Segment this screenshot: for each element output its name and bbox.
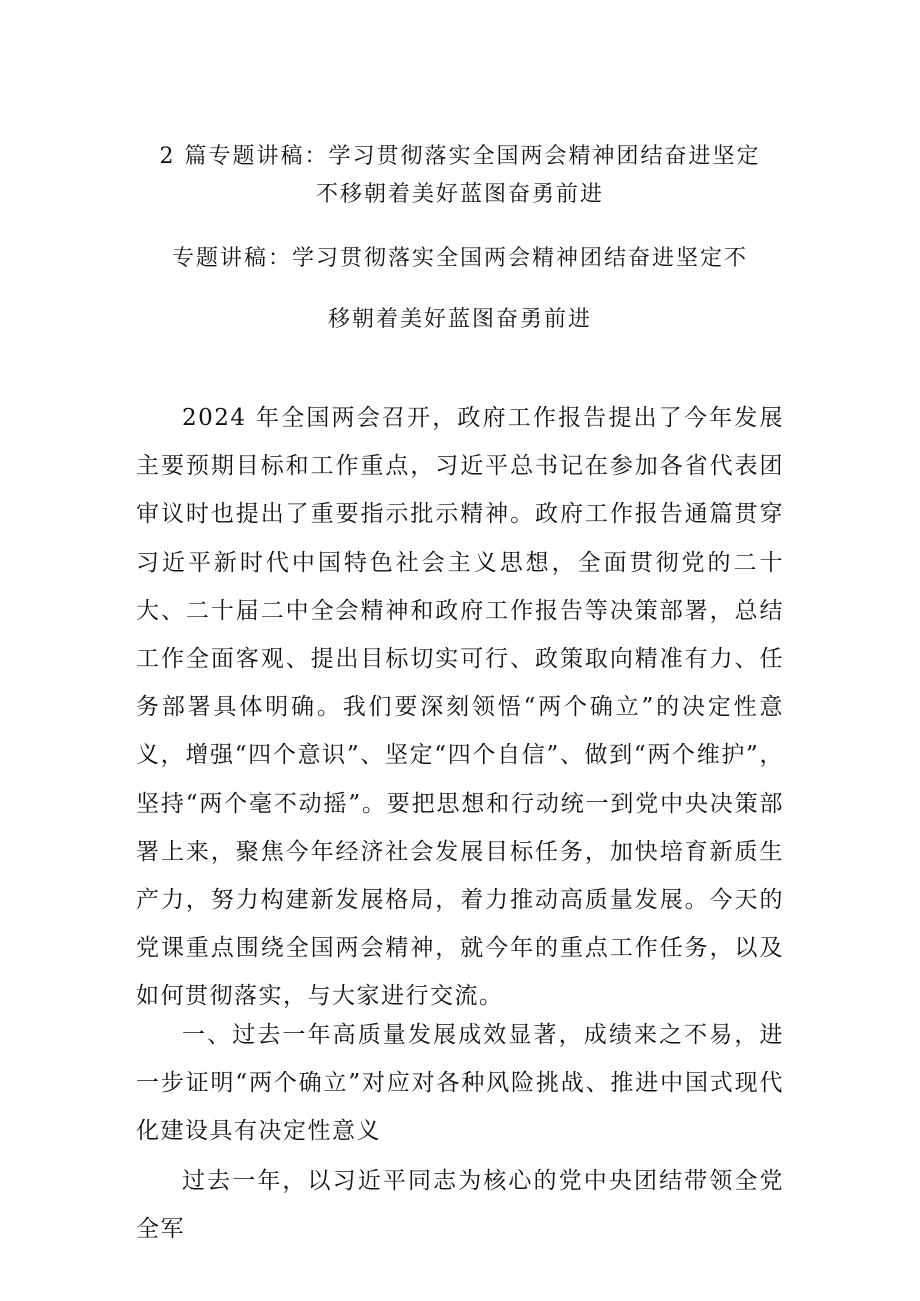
title-line-4: 移朝着美好蓝图奋勇前进 (327, 307, 592, 332)
title-line-2: 不移朝着美好蓝图奋勇前进 (315, 182, 604, 207)
paragraph-section-1: 过去一年，以习近平同志为核心的党中央团结带领全党全军 (136, 1168, 784, 1242)
paragraph-intro: 2024 年全国两会召开，政府工作报告提出了今年发展主要预期目标和工作重点，习近平总书记在参加各省代表团审议时也提出了重要指示批示精神。政府工作报告通篇贯穿习近平新时代中国特色社会主义思想，全面贯彻党的二十大、二十届二中全会精神和政府工作报告等决策部署，总结工作全面客观、提出目标切实可行、政策取向精准有力、任务部署具体明确。我们要深刻领悟“两个确立”的决定性意义，增强“四个意识”、坚定“四个自信”、做到“两个维护”，坚持“两个毫不动摇”。要把思想和行动统一到党中央决策部署上来，聚焦今年经济社会发展目标任务，加快培育新质生产力，努力构建新发展格局，着力推动高质量发展。今天的党课重点围绕全国两会精神，就今年的重点工作任务，以及如何贯彻落实，与大家进行交流。 (136, 405, 784, 1010)
title-line-1: 2 篇专题讲稿：学习贯彻落实全国两会精神团结奋进坚定 (159, 144, 761, 169)
section-heading-1: 一、过去一年高质量发展成效显著，成绩来之不易，进一步证明“两个确立”对应对各种风险挑战、推进中国式现代化建设具有决定性意义 (136, 1022, 784, 1144)
document-title (100, 140, 820, 337)
title-line-3: 专题讲稿：学习贯彻落实全国两会精神团结奋进坚定不 (171, 246, 748, 271)
